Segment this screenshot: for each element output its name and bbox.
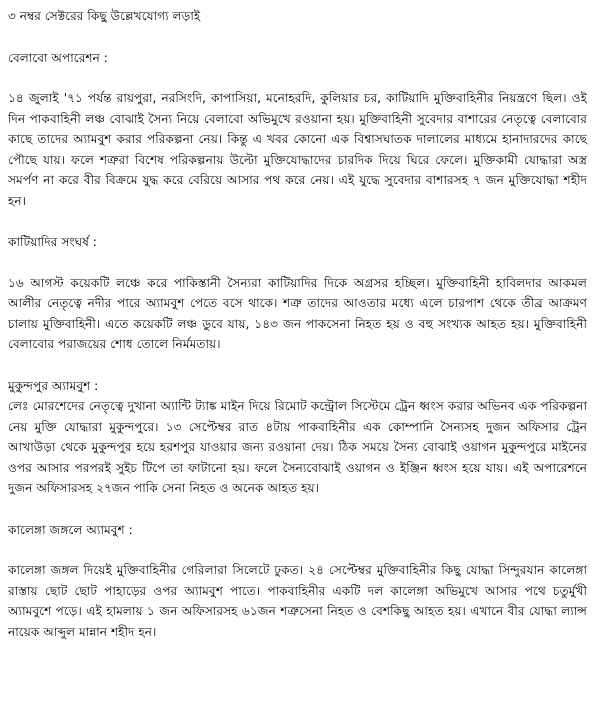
section-body-kalenga: কালেঙ্গা জঙ্গল দিয়েই মুক্তিবাহিনীর গেরিলারা সিলেটে ঢুকত। ২৪ সেপ্টেম্বর মুক্তিবাহিনীর কিছু যোদ্ধা সিন্দুরযান কালেঙ্গা রাস্তায় ছোট ছোট পাহাড়ের ওপর অ্যামবুশ পাতে। পাকবাহিনীর একটি দল কালেঙ্গা অভিমুখে আসার পথে চতুর্মুখী অ্যামবুশে পড়ে। এই হামলায় ১ জন অফিসারসহ ৬১জন শত্রুসেনা নিহত ও বেশকিছু আহত হয়। এখানে বীর যোদ্ধা ল্যান্স নায়েক আব্দুল মান্নান শহীদ হন। [8,563,587,639]
section-heading-belabo: বেলাবো অপারেশন : [8,50,108,65]
section-body-mukundapur: লেঃ মোরশেদের নেতৃত্বে দুখানা অ্যান্টি ট্যাঙ্ক মাইন দিয়ে রিমোট কন্ট্রোল সিস্টেমে ট্রেন ধ্বংস করার অভিনব এক পরিকল্পনা নেয় মুক্তি যোদ্ধারা মুকুন্দপুরে। ১৩ সেপ্টেম্বর রাত ৪টায় পাকবাহিনীর এক কোম্পানি সৈন্যসহ দুজন অফিসার ট্রেন আখাউড়া থেকে মুকুন্দপুর হয়ে হরশপুর যাওয়ার জন্য রওয়ানা দেয়। ঠিক সময়ে সৈন্য বোঝাই ওয়াগন মুকুন্দপুরে মাইনের ওপর আসার পরপরই সুইচ টিপে তা ফাটানো হয়। ফলে সৈন্যবোঝাই ওয়াগন ও ইঞ্জিন ধ্বংস হয়ে যায়। এই অপারেশনে দুজন অফিসারসহ ২৭জন পাকি সেনা নিহত ও অনেক আহত হয়। [8,399,587,495]
page-title: ৩ নম্বর সেক্টরের কিছু উল্লেখযোগ্য লড়াই [8,9,201,23]
section-body-belabo: ১৪ জুলাই '৭১ পর্যন্ত রায়পুরা, নরসিংদি, কাপাসিয়া, মনোহরদি, কুলিয়ার চর, কাটিয়াদি মুক্তিবাহিনীর নিয়ন্ত্রণে ছিল। ওই দিন পাকবাহিনী লঞ্চ বোঝাই সৈন্য নিয়ে বেলাবো অভিমুখে রওয়ানা হয়। মুক্তিবাহিনী সুবেদার বাশারের নেতৃত্বে বেলাবোর কাছে তাদের অ্যামবুশ করার পরিকল্পনা নেয়। কিন্তু এ খবর কোনো এক বিশ্বাসঘাতক দালালের মাধ্যমে হানাদারদের কাছে পৌছে যায়। ফলে শত্রুরা বিশেষ পরিকল্পনায় উল্টো মুক্তিযোদ্ধাদের চারদিক দিয়ে ঘিরে ফেলে। মুক্তিকামী যোদ্ধারা অস্ত্র সমর্পণ না করে বীর বিক্রমে যুদ্ধ করে বেরিয়ে আসার পথ করে নেয়। এই যুদ্ধে সুবেদার বাশারসহ ৭ জন মুক্তিযোদ্ধা শহীদ হন। [8,91,587,208]
section-heading-mukundapur: মুকুন্দপুর অ্যামবুশ : [8,378,99,393]
section-heading-kalenga: কালেঙ্গা জঙ্গলে অ্যামবুশ : [8,522,133,537]
section-body-katiadi: ১৬ আগস্ট কয়েকটি লঞ্চে করে পাকিস্তানী সৈন্যরা কাটিয়াদির দিকে অগ্রসর হচ্ছিল। মুক্তিবাহিনী হাবিলদার আকমল আলীর নেতৃত্বে নদীর পারে অ্যামবুশ পেতে বসে থাকে। শত্রু তাদের আওতার মধ্যে এলে চারপাশ থেকে তীব্র আক্রমণ চালায় মুক্তিবাহিনী। এতে কয়েকটি লঞ্চ ডুবে যায়, ১৪৩ জন পাকসেনা নিহত হয় ও বহু সংখ্যক আহত হয়। মুক্তিবাহিনী বেলাবোর পরাজয়ের শোধ তোলে নির্মমতায়। [8,275,587,351]
section-heading-katiadi: কাটিয়াদির সংঘর্ষ : [8,235,97,249]
